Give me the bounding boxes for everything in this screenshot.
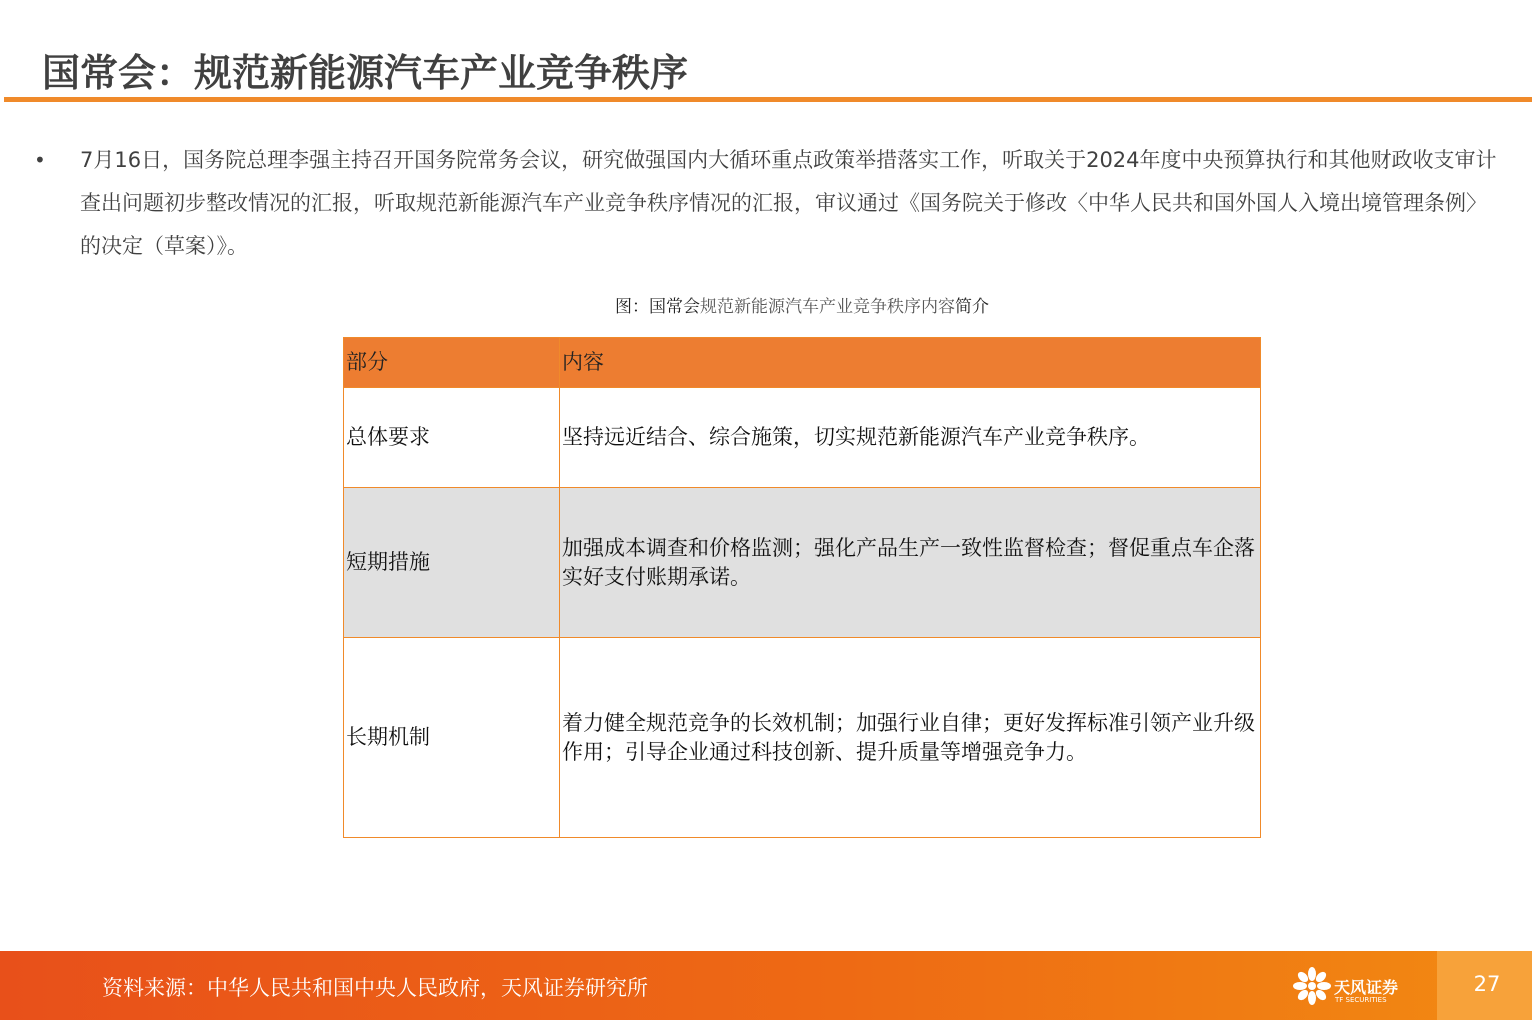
table-row bbox=[344, 388, 1261, 488]
bullet-marker: • bbox=[34, 148, 46, 172]
bullet-paragraph: 7月16日，国务院总理李强主持召开国务院常务会议，研究做强国内大循环重点政策举措落实工作，听取关于2024年度中央预算执行和其他财政收支审计查出问题初步整改情况的汇报，听取规范新能源汽车产业竞争秩序情况的汇报，审议通过《国务院关于修改〈中华人民共和国外国人入境出境管理条例〉的决定（草案）》。 bbox=[80, 148, 1497, 258]
caption-prefix: 图： bbox=[615, 297, 649, 317]
flower-logo-icon bbox=[1292, 966, 1332, 1006]
logo-text: 天风证券 bbox=[1334, 978, 1399, 997]
table-header-part: 部分 bbox=[344, 338, 560, 388]
page-title: 国常会：规范新能源汽车产业竞争秩序 bbox=[42, 51, 689, 95]
table-cell-part: 长期机制 bbox=[344, 638, 560, 838]
footer-source: 资料来源：中华人民共和国中央人民政府，天风证券研究所 bbox=[102, 976, 648, 1000]
table-row bbox=[344, 488, 1261, 638]
table-cell-content: 着力健全规范竞争的长效机制；加强行业自律；更好发挥标准引领产业升级作用；引导企业通过科技创新、提升质量等增强竞争力。 bbox=[560, 638, 1261, 838]
table-row bbox=[344, 638, 1261, 838]
table-cell-content: 加强成本调查和价格监测；强化产品生产一致性监督检查；督促重点车企落实好支付账期承诺。 bbox=[560, 488, 1261, 638]
table-cell-part: 总体要求 bbox=[344, 388, 560, 488]
table-cell-content: 坚持远近结合、综合施策，切实规范新能源汽车产业竞争秩序。 bbox=[560, 388, 1261, 488]
caption-part-1: 国常会 bbox=[649, 297, 700, 317]
table-cell-part: 短期措施 bbox=[344, 488, 560, 638]
figure-caption bbox=[0, 292, 1532, 317]
policy-table bbox=[343, 337, 1261, 838]
page-number: 27 bbox=[1473, 972, 1501, 996]
title-underline bbox=[4, 97, 1532, 102]
logo-subtext: TF SECURITIES bbox=[1335, 996, 1387, 1004]
caption-part-2: 规范新能源汽车产业竞争秩序内容 bbox=[700, 297, 955, 317]
table-header-row bbox=[344, 338, 1261, 388]
table-header-content: 内容 bbox=[560, 338, 1261, 388]
caption-part-3: 简介 bbox=[955, 297, 989, 317]
